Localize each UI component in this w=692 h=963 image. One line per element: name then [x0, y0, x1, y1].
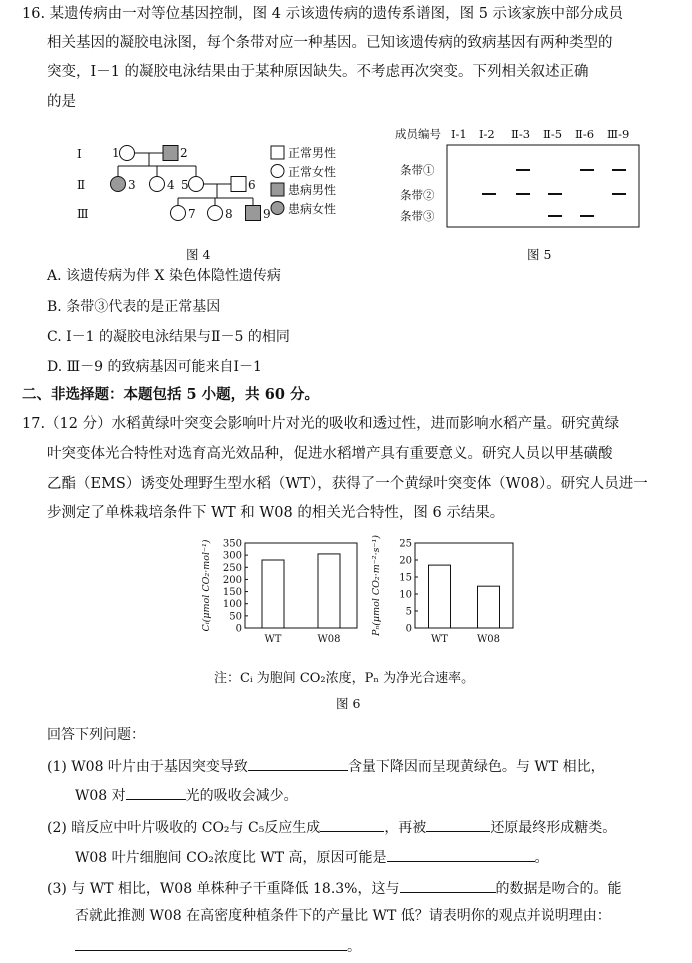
gel-member-III-9: Ⅲ-9: [607, 127, 630, 141]
chart1-bar-W08: [318, 554, 340, 628]
chart1-ytick-label: 300: [222, 550, 242, 562]
q17-sub3-line1: [47, 877, 622, 899]
gel-member-II-3: Ⅱ-3: [511, 127, 531, 141]
chart1-ylabel: Cᵢ(μmol CO₂·mol⁻¹): [201, 539, 212, 632]
q17-sub3-line2: 否就此推测 W08 在高密度种植条件下的产量比 WT 低？请表明你的观点并说明理由：: [75, 908, 611, 924]
legend-normal-male-icon: [271, 146, 284, 159]
chart2-ytick-label: 15: [399, 572, 412, 584]
individual-II-3: [111, 177, 126, 192]
chart2-xlabel-W08: W08: [476, 634, 501, 645]
legend-affected-female-icon: [271, 202, 284, 215]
ind-num-4: 4: [167, 178, 175, 192]
ind-num-1: 1: [112, 146, 120, 160]
ind-num-3: 3: [128, 178, 136, 192]
blank-1-2[interactable]: [126, 784, 186, 800]
chart2-ytick-label: 5: [405, 606, 412, 618]
blank-3-2[interactable]: [75, 935, 347, 951]
chart2-bar-W08: [478, 586, 500, 628]
individual-III-7: [171, 206, 186, 221]
fig6-note: 注：Cᵢ 为胞间 CO₂浓度，Pₙ 为净光合速率。: [214, 671, 475, 686]
q17-sub1-b: 含量下降因而呈现黄绿色。与 WT 相比，: [347, 759, 605, 775]
q17-sub2-line1: [47, 816, 616, 838]
chart1-xlabel-WT: WT: [264, 634, 282, 645]
legend-affected-male-icon: [271, 183, 284, 196]
gel-header-label: 成员编号: [395, 127, 441, 141]
individual-III-8: [208, 206, 223, 221]
gel-member-I-1: Ⅰ-1: [451, 127, 467, 141]
fig4-caption: 图 4: [186, 247, 211, 262]
gen-label-I: Ⅰ: [77, 147, 82, 161]
pedigree-figure: [60, 133, 380, 238]
q17-sub3-line3: [75, 935, 361, 957]
fig6-caption: 图 6: [336, 696, 361, 711]
chart1-ytick-label: 250: [222, 562, 242, 574]
q17-sub2-line2: [75, 846, 549, 868]
chart1-ytick-label: 50: [229, 611, 242, 623]
gen-label-III: Ⅲ: [77, 207, 89, 221]
q16-option-d: D. Ⅲ－9 的致病基因可能来自Ⅰ－1: [47, 359, 262, 375]
gel-member-II-5: Ⅱ-5: [543, 127, 563, 141]
chart1-xlabel-W08: W08: [317, 634, 341, 645]
q16-line-4: 的是: [47, 94, 76, 110]
chart1-ytick-label: 200: [222, 574, 242, 586]
q16-line-2: 相关基因的凝胶电泳图，每个条带对应一种基因。已知该遗传病的致病基因有两种类型的: [47, 35, 613, 51]
q16-option-a: A. 该遗传病为伴 X 染色体隐性遗传病: [47, 268, 281, 284]
q17-line-4: 步测定了单株栽培条件下 WT 和 W08 的相关光合特性，图 6 示结果。: [47, 505, 505, 521]
q17-sub3-a: (3) 与 WT 相比，W08 单株种子干重降低 18.3%，这与: [47, 881, 400, 897]
chart2-xlabel-WT: WT: [431, 634, 448, 645]
ind-num-7: 7: [188, 207, 196, 221]
gel-frame: [447, 145, 639, 227]
chart2-ylabel: Pₙ(μmol CO₂·m⁻²·s⁻¹): [371, 534, 382, 637]
q16-line-3: 突变，Ⅰ－1 的凝胶电泳结果由于某种原因缺失。不考虑再次突变。下列相关叙述正确: [47, 64, 589, 80]
gel-band-1-label: 条带①: [400, 163, 435, 177]
ind-num-6: 6: [248, 178, 256, 192]
q17-sub1-line2: [75, 784, 298, 806]
q17-sub1-line1: [47, 755, 605, 777]
ind-num-8: 8: [225, 207, 233, 221]
q17-sub1-d: 光的吸收会减少。: [185, 788, 298, 804]
q16-option-b: B. 条带③代表的是正常基因: [47, 299, 221, 315]
gel-figure: [385, 124, 645, 232]
individual-II-4: [150, 177, 165, 192]
chart-ci: [195, 533, 365, 655]
fig5-caption: 图 5: [527, 247, 552, 262]
legend-normal-female: 正常女性: [288, 165, 337, 179]
blank-2-2[interactable]: [426, 816, 490, 832]
gel-member-I-2: Ⅰ-2: [479, 127, 495, 141]
individual-II-6: [231, 177, 246, 192]
q17-sub2-d: W08 叶片细胞间 CO₂浓度比 WT 高，原因可能是: [75, 850, 387, 866]
q16-line-1: 16. 某遗传病由一对等位基因控制，图 4 示该遗传病的遗传系谱图，图 5 示该家族中部分成员: [22, 6, 624, 22]
chart2-ytick-label: 25: [399, 538, 412, 550]
q17-line-2: 叶突变体光合特性对选育高光效品种，促进水稻增产具有重要意义。研究人员以甲基磺酸: [47, 446, 613, 462]
q17-sub1-c: W08 对: [75, 788, 126, 804]
section-2-heading: 二、非选择题：本题包括 5 小题，共 60 分。: [22, 386, 319, 403]
q17-sub2-e: 。: [534, 850, 549, 866]
chart1-bar-WT: [262, 560, 284, 628]
ind-num-5: 5: [181, 178, 189, 192]
gel-member-II-6: Ⅱ-6: [575, 127, 595, 141]
individual-II-5: [189, 177, 204, 192]
chart1-ytick-label: 0: [235, 623, 242, 635]
q17-sub2-b: ，再被: [384, 820, 427, 836]
q17-line-3: 乙酯（EMS）诱变处理野生型水稻（WT），获得了一个黄绿叶突变体（W08）。研究人员进一: [47, 476, 648, 492]
gen-label-II: Ⅱ: [77, 178, 86, 192]
chart1-ytick-label: 100: [222, 599, 242, 611]
q17-sub1-a: (1) W08 叶片由于基因突变导致: [47, 759, 248, 775]
q17-sub3-d: 。: [347, 939, 361, 955]
legend-normal-female-icon: [271, 165, 284, 178]
blank-2-1[interactable]: [320, 816, 384, 832]
individual-III-9: [246, 206, 261, 221]
legend-affected-male: 患病男性: [288, 183, 337, 197]
chart1-ytick-label: 350: [222, 538, 242, 550]
q17-line-1: 17.（12 分）水稻黄绿叶突变会影响叶片对光的吸收和透过性，进而影响水稻产量。研究黄绿: [22, 416, 620, 432]
chart-pn: [365, 533, 525, 655]
chart2-bar-WT: [429, 565, 451, 628]
q17-sub2-c: 还原最终形成糖类。: [490, 820, 617, 836]
blank-2-3[interactable]: [387, 846, 535, 862]
legend-affected-female: 患病女性: [288, 202, 337, 216]
chart2-ytick-label: 10: [399, 589, 412, 601]
blank-3-1[interactable]: [400, 877, 496, 893]
individual-I-2: [163, 146, 178, 161]
q16-option-c: C. Ⅰ－1 的凝胶电泳结果与Ⅱ－5 的相同: [47, 329, 290, 345]
chart1-ytick-label: 150: [222, 587, 242, 599]
ind-num-2: 2: [180, 146, 188, 160]
gel-band-2-label: 条带②: [400, 188, 435, 202]
q17-sub3-b: 的数据是吻合的。能: [495, 881, 622, 897]
q17-prompt: 回答下列问题：: [47, 727, 145, 743]
ind-num-9: 9: [263, 207, 271, 221]
chart2-ytick-label: 20: [399, 555, 412, 567]
chart2-ytick-label: 0: [405, 623, 412, 635]
legend-normal-male: 正常男性: [288, 146, 337, 160]
blank-1-1[interactable]: [248, 755, 348, 771]
gel-band-3-label: 条带③: [400, 209, 435, 223]
q17-sub2-a: (2) 暗反应中叶片吸收的 CO₂与 C₅反应生成: [47, 820, 321, 836]
individual-I-1: [120, 146, 135, 161]
